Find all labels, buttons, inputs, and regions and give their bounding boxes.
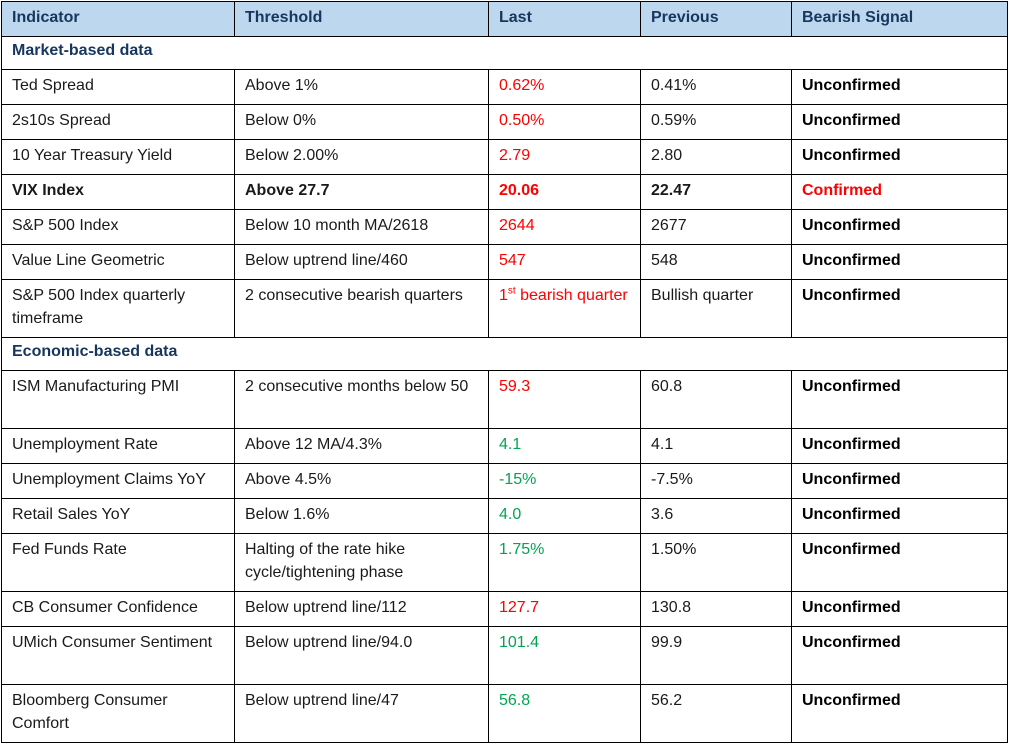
last-prefix: 1 [499, 287, 508, 304]
signal-cell: Unconfirmed [792, 534, 1008, 592]
threshold-cell: Below uptrend line/112 [235, 592, 489, 627]
previous-cell: 548 [641, 245, 792, 280]
indicator-cell: CB Consumer Confidence [2, 592, 235, 627]
threshold-cell: Halting of the rate hike cycle/tightening phase [235, 534, 489, 592]
signal-cell: Unconfirmed [792, 429, 1008, 464]
indicator-table [1, 1, 1008, 743]
table-row [2, 210, 1008, 245]
section-row-economic [2, 338, 1008, 371]
header-row [2, 2, 1008, 37]
indicator-cell: 2s10s Spread [2, 105, 235, 140]
signal-cell: Unconfirmed [792, 592, 1008, 627]
indicator-cell: Retail Sales YoY [2, 499, 235, 534]
last-cell: 1.75% [489, 534, 641, 592]
signal-cell: Unconfirmed [792, 627, 1008, 685]
last-cell: 547 [489, 245, 641, 280]
indicator-cell: VIX Index [2, 175, 235, 210]
section-title-market: Market-based data [2, 37, 1008, 70]
indicator-cell: ISM Manufacturing PMI [2, 371, 235, 429]
previous-cell: 130.8 [641, 592, 792, 627]
table-row [2, 592, 1008, 627]
last-cell: 20.06 [489, 175, 641, 210]
last-cell: 127.7 [489, 592, 641, 627]
signal-cell: Unconfirmed [792, 140, 1008, 175]
indicator-cell: Ted Spread [2, 70, 235, 105]
last-cell [489, 280, 641, 338]
previous-cell: 0.41% [641, 70, 792, 105]
indicator-cell: Bloomberg Consumer Comfort [2, 685, 235, 743]
threshold-cell: Below uptrend line/460 [235, 245, 489, 280]
threshold-cell: Above 12 MA/4.3% [235, 429, 489, 464]
last-cell: 101.4 [489, 627, 641, 685]
previous-cell: 3.6 [641, 499, 792, 534]
signal-cell: Unconfirmed [792, 685, 1008, 743]
threshold-cell: 2 consecutive bearish quarters [235, 280, 489, 338]
table-row [2, 280, 1008, 338]
signal-cell: Unconfirmed [792, 210, 1008, 245]
section-title-economic: Economic-based data [2, 338, 1008, 371]
header-previous: Previous [641, 2, 792, 37]
header-threshold: Threshold [235, 2, 489, 37]
table-row [2, 534, 1008, 592]
signal-cell: Unconfirmed [792, 371, 1008, 429]
threshold-cell: Below 1.6% [235, 499, 489, 534]
indicator-cell: Value Line Geometric [2, 245, 235, 280]
threshold-cell: Above 27.7 [235, 175, 489, 210]
previous-cell: Bullish quarter [641, 280, 792, 338]
last-ordinal-suffix: st [507, 285, 516, 297]
header-indicator: Indicator [2, 2, 235, 37]
signal-cell: Unconfirmed [792, 105, 1008, 140]
signal-cell: Unconfirmed [792, 464, 1008, 499]
previous-cell: 60.8 [641, 371, 792, 429]
indicator-cell: S&P 500 Index [2, 210, 235, 245]
previous-cell: 1.50% [641, 534, 792, 592]
last-cell: 4.1 [489, 429, 641, 464]
threshold-cell: Above 4.5% [235, 464, 489, 499]
previous-cell: 56.2 [641, 685, 792, 743]
threshold-cell: 2 consecutive months below 50 [235, 371, 489, 429]
table-row [2, 105, 1008, 140]
last-cell: -15% [489, 464, 641, 499]
signal-cell: Unconfirmed [792, 70, 1008, 105]
table-row [2, 464, 1008, 499]
table-row [2, 140, 1008, 175]
signal-cell: Unconfirmed [792, 499, 1008, 534]
signal-cell: Unconfirmed [792, 280, 1008, 338]
signal-cell-confirmed: Confirmed [792, 175, 1008, 210]
last-cell: 56.8 [489, 685, 641, 743]
indicator-cell: Unemployment Rate [2, 429, 235, 464]
threshold-cell: Below 0% [235, 105, 489, 140]
previous-cell: 4.1 [641, 429, 792, 464]
previous-cell: 2.80 [641, 140, 792, 175]
last-cell: 2.79 [489, 140, 641, 175]
previous-cell: 22.47 [641, 175, 792, 210]
table-row [2, 685, 1008, 743]
threshold-cell: Above 1% [235, 70, 489, 105]
table-row [2, 245, 1008, 280]
header-bearish-signal: Bearish Signal [792, 2, 1008, 37]
last-cell: 59.3 [489, 371, 641, 429]
threshold-cell: Below uptrend line/94.0 [235, 627, 489, 685]
threshold-cell: Below uptrend line/47 [235, 685, 489, 743]
signal-cell: Unconfirmed [792, 245, 1008, 280]
threshold-cell: Below 10 month MA/2618 [235, 210, 489, 245]
indicator-cell: Fed Funds Rate [2, 534, 235, 592]
table-row [2, 429, 1008, 464]
indicator-cell: Unemployment Claims YoY [2, 464, 235, 499]
previous-cell: -7.5% [641, 464, 792, 499]
section-row-market [2, 37, 1008, 70]
previous-cell: 0.59% [641, 105, 792, 140]
indicator-cell: UMich Consumer Sentiment [2, 627, 235, 685]
table-row [2, 627, 1008, 685]
threshold-cell: Below 2.00% [235, 140, 489, 175]
header-last: Last [489, 2, 641, 37]
table-row [2, 499, 1008, 534]
table-row [2, 70, 1008, 105]
last-cell: 0.62% [489, 70, 641, 105]
last-cell: 0.50% [489, 105, 641, 140]
table-row [2, 371, 1008, 429]
previous-cell: 99.9 [641, 627, 792, 685]
last-cell: 2644 [489, 210, 641, 245]
last-cell: 4.0 [489, 499, 641, 534]
table-row-vix [2, 175, 1008, 210]
previous-cell: 2677 [641, 210, 792, 245]
indicator-cell: 10 Year Treasury Yield [2, 140, 235, 175]
indicator-cell: S&P 500 Index quarterly timeframe [2, 280, 235, 338]
last-text: bearish quarter [515, 287, 628, 304]
